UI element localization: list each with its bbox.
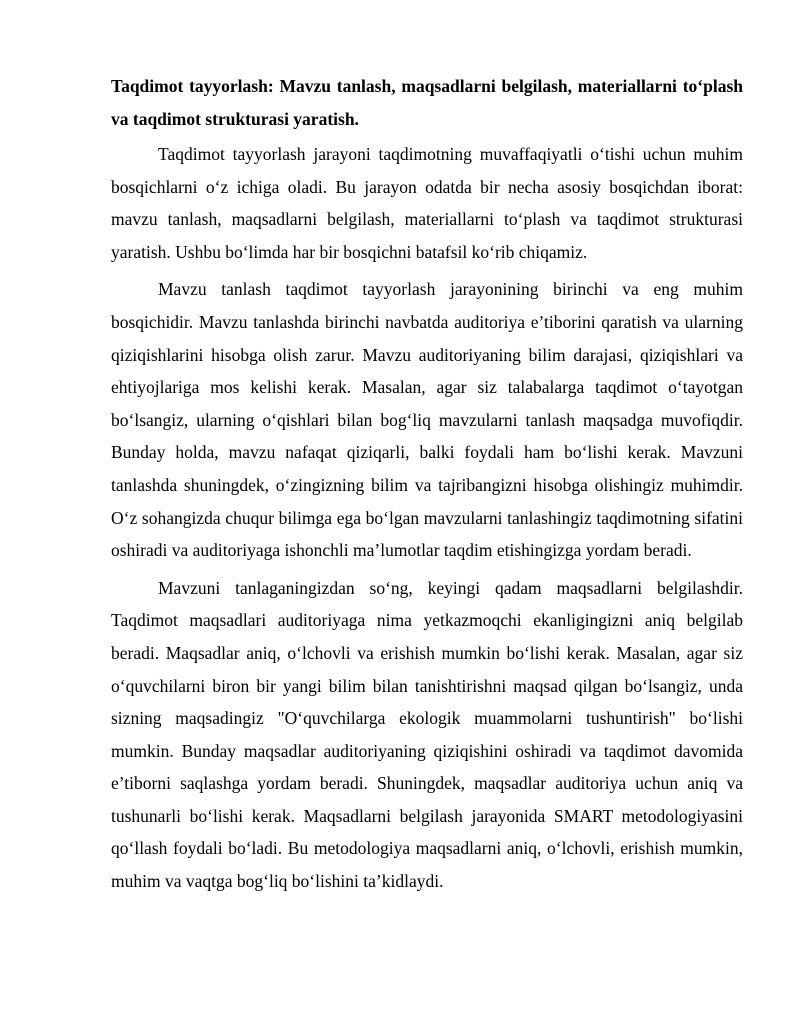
section-heading: Taqdimot tayyorlash: Mavzu tanlash, maqsadlarni belgilash, materiallarni to‘plash va taqdimot strukturasi yaratish. — [111, 76, 743, 129]
paragraph-intro: Taqdimot tayyorlash jarayoni taqdimotning muvaffaqiyatli o‘tishi uchun muhim bosqichlarni o‘z ichiga oladi. Bu jarayon odatda bir necha asosiy bosqichdan iborat: mavzu tanlash, maqsadlarni belgilash, materiallarni to‘plash va taqdimot strukturasi yaratish. Ushbu bo‘limda har bir bosqichni batafsil ko‘rib chiqamiz. — [111, 144, 743, 262]
paragraph-goal-setting: Mavzuni tanlaganingizdan so‘ng, keyingi qadam maqsadlarni belgilashdir. Taqdimot maqsadlari auditoriyaga nima yetkazmoqchi ekanligingizni aniq belgilab beradi. Maqsadlar aniq, o‘lchovli va erishish mumkin bo‘lishi kerak. Masalan, agar siz o‘quvchilarni biron bir yangi bilim bilan tanishtirishni maqsad qilgan bo‘lsangiz, unda sizning maqsadingiz "O‘quvchilarga ekologik muammolarni tushuntirish" bo‘lishi mumkin. Bunday maqsadlar auditoriyaning qiziqishini oshiradi va taqdimot davomida e’tiborni saqlashga yordam beradi. Shuningdek, maqsadlar auditoriya uchun aniq va tushunarli bo‘lishi kerak. Maqsadlarni belgilash jarayonida SMART metodologiyasini qo‘llash foydali bo‘ladi. Bu metodologiya maqsadlarni aniq, o‘lchovli, erishish mumkin, muhim va vaqtga bog‘liq bo‘lishini ta’kidlaydi. — [111, 577, 743, 892]
paragraph-topic-selection: Mavzu tanlash taqdimot tayyorlash jarayonining birinchi va eng muhim bosqichidir. Mavzu tanlashda birinchi navbatda auditoriya e’tiborini qaratish va ularning qiziqishlarini hisobga olish zarur. Mavzu auditoriyaning bilim darajasi, qiziqishlari va ehtiyojlariga mos kelishi kerak. Masalan, agar siz talabalarga taqdimot o‘tayotgan bo‘lsangiz, ularning o‘qishlari bilan bog‘liq mavzularni tanlash maqsadga muvofiqdir. Bunday holda, mavzu nafaqat qiziqarli, balki foydali ham bo‘lishi kerak. Mavzuni tanlashda shuningdek, o‘zingizning bilim va tajribangizni hisobga olishingiz muhimdir. O‘z sohangizda chuqur bilimga ega bo‘lgan mavzularni tanlashingiz taqdimotning sifatini oshiradi va auditoriyaga ishonchli ma’lumotlar taqdim etishingizga yordam beradi. — [111, 279, 743, 561]
document-page — [111, 70, 743, 903]
